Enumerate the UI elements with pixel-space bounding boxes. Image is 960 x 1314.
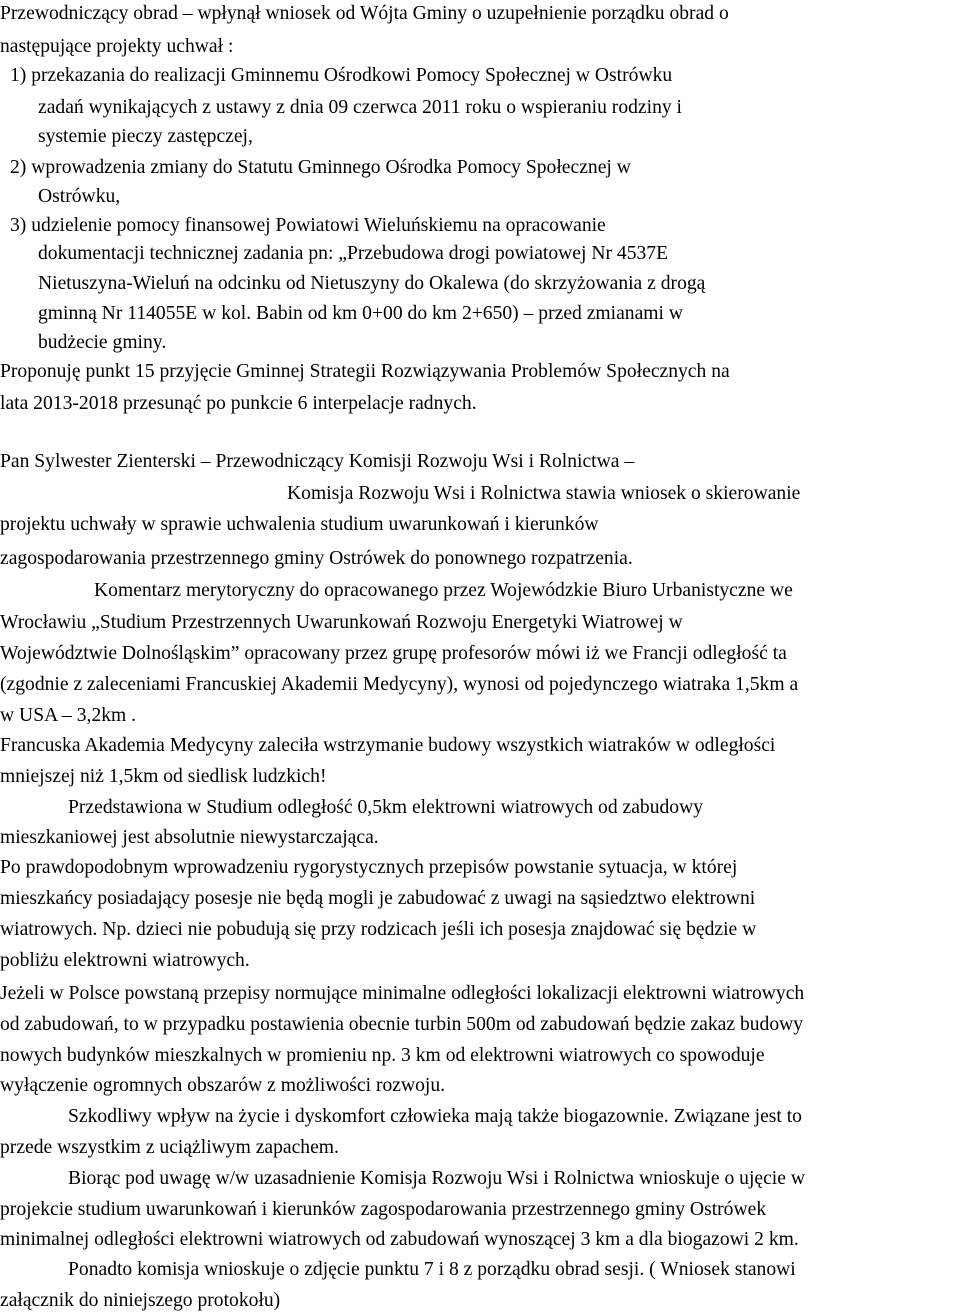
paragraph-line: pobliżu elektrowni wiatrowych. <box>0 950 250 971</box>
list-item-line: zadań wynikających z ustawy z dnia 09 czerwca 2011 roku o wspieraniu rodziny i <box>38 97 683 118</box>
list-item-line: 3) udzielenie pomocy finansowej Powiatowi Wieluńskiemu na opracowanie <box>10 215 606 236</box>
paragraph-line: mniejszej niż 1,5km od siedlisk ludzkich! <box>0 766 327 787</box>
paragraph-line: przede wszystkim z uciążliwym zapachem. <box>0 1137 339 1158</box>
paragraph-line: w USA – 3,2km . <box>0 705 137 726</box>
paragraph-line: Francuska Akademia Medycyny zaleciła wstrzymanie budowy wszystkich wiatraków w odległości <box>0 735 776 756</box>
paragraph-line: projekcie studium uwarunkowań i kierunków zagospodarowania przestrzennego gminy Ostrówek <box>0 1199 767 1220</box>
paragraph-line: Jeżeli w Polsce powstaną przepisy normujące minimalne odległości lokalizacji elektrowni wiatrowych <box>0 983 805 1004</box>
paragraph-line: Proponuję punkt 15 przyjęcie Gminnej Strategii Rozwiązywania Problemów Społecznych na <box>0 361 730 382</box>
paragraph-line: mieszkaniowej jest absolutnie niewystarczająca. <box>0 827 379 848</box>
paragraph-line: minimalnej odległości elektrowni wiatrowych od zabudowań wynoszącej 3 km a dla biogazowi 2 km. <box>0 1229 799 1250</box>
list-item-line: 2) wprowadzenia zmiany do Statutu Gminnego Ośrodka Pomocy Społecznej w <box>10 157 631 178</box>
paragraph-line: Biorąc pod uwagę w/w uzasadnienie Komisja Rozwoju Wsi i Rolnictwa wnioskuje o ujęcie w <box>68 1168 805 1189</box>
list-item-line: Ostrówku, <box>38 186 121 207</box>
list-item-line: systemie pieczy zastępczej, <box>38 126 253 147</box>
paragraph-line: mieszkańcy posiadający posesje nie będą mogli je zabudować z uwagi na sąsiedztwo elektrowni <box>0 888 756 909</box>
paragraph-line: od zabudowań, to w przypadku postawienia obecnie turbin 500m od zabudowań będzie zakaz budowy <box>0 1014 804 1035</box>
paragraph-line: zagospodarowania przestrzennego gminy Ostrówek do ponownego rozpatrzenia. <box>0 548 633 569</box>
speaker-line: Pan Sylwester Zienterski – Przewodniczący Komisji Rozwoju Wsi i Rolnictwa – <box>0 451 635 472</box>
paragraph-line: Szkodliwy wpływ na życie i dyskomfort człowieka mają także biogazownie. Związane jest to <box>68 1106 802 1127</box>
paragraph-line: następujące projekty uchwał : <box>0 36 234 57</box>
list-item-line: dokumentacji technicznej zadania pn: „Przebudowa drogi powiatowej Nr 4537E <box>38 243 669 264</box>
paragraph-line: Wrocławiu „Studium Przestrzennych Uwarunkowań Rozwoju Energetyki Wiatrowej w <box>0 612 683 633</box>
paragraph-line: (zgodnie z zaleceniami Francuskiej Akademii Medycyny), wynosi od pojedynczego wiatraka 1,5km a <box>0 674 799 695</box>
paragraph-line: Przewodniczący obrad – wpłynął wniosek od Wójta Gminy o uzupełnienie porządku obrad o <box>0 3 729 24</box>
list-item-line: gminną Nr 114055E w kol. Babin od km 0+00 do km 2+650) – przed zmianami w <box>38 303 684 324</box>
paragraph-line: Komentarz merytoryczny do opracowanego przez Wojewódzkie Biuro Urbanistyczne we <box>94 580 793 601</box>
list-item-line: budżecie gminy. <box>38 332 167 353</box>
paragraph-line: nowych budynków mieszkalnych w promieniu np. 3 km od elektrowni wiatrowych co spowoduje <box>0 1045 765 1066</box>
paragraph-line: wyłączenie ogromnych obszarów z możliwości rozwoju. <box>0 1075 446 1096</box>
list-item-line: Nietuszyna-Wieluń na odcinku od Nietuszyny do Okalewa (do skrzyżowania z drogą <box>38 273 706 294</box>
paragraph-line: Województwie Dolnośląskim” opracowany przez grupę profesorów mówi iż we Francji odległość ta <box>0 643 787 664</box>
paragraph-line: projektu uchwały w sprawie uchwalenia studium uwarunkowań i kierunków <box>0 514 599 535</box>
paragraph-line: Ponadto komisja wnioskuje o zdjęcie punktu 7 i 8 z porządku obrad sesji. ( Wniosek stanowi <box>68 1259 796 1280</box>
paragraph-line: załącznik do niniejszego protokołu) <box>0 1290 281 1311</box>
list-item-line: 1) przekazania do realizacji Gminnemu Ośrodkowi Pomocy Społecznej w Ostrówku <box>10 65 673 86</box>
paragraph-line: lata 2013-2018 przesunąć po punkcie 6 interpelacje radnych. <box>0 393 477 414</box>
paragraph-line: Po prawdopodobnym wprowadzeniu rygorystycznych przepisów powstanie sytuacja, w której <box>0 857 738 878</box>
paragraph-line: Komisja Rozwoju Wsi i Rolnictwa stawia wniosek o skierowanie <box>287 483 801 504</box>
paragraph-line: Przedstawiona w Studium odległość 0,5km elektrowni wiatrowych od zabudowy <box>68 797 704 818</box>
paragraph-line: wiatrowych. Np. dzieci nie pobudują się przy rodzicach jeśli ich posesja znajdować się będzie w <box>0 919 757 940</box>
